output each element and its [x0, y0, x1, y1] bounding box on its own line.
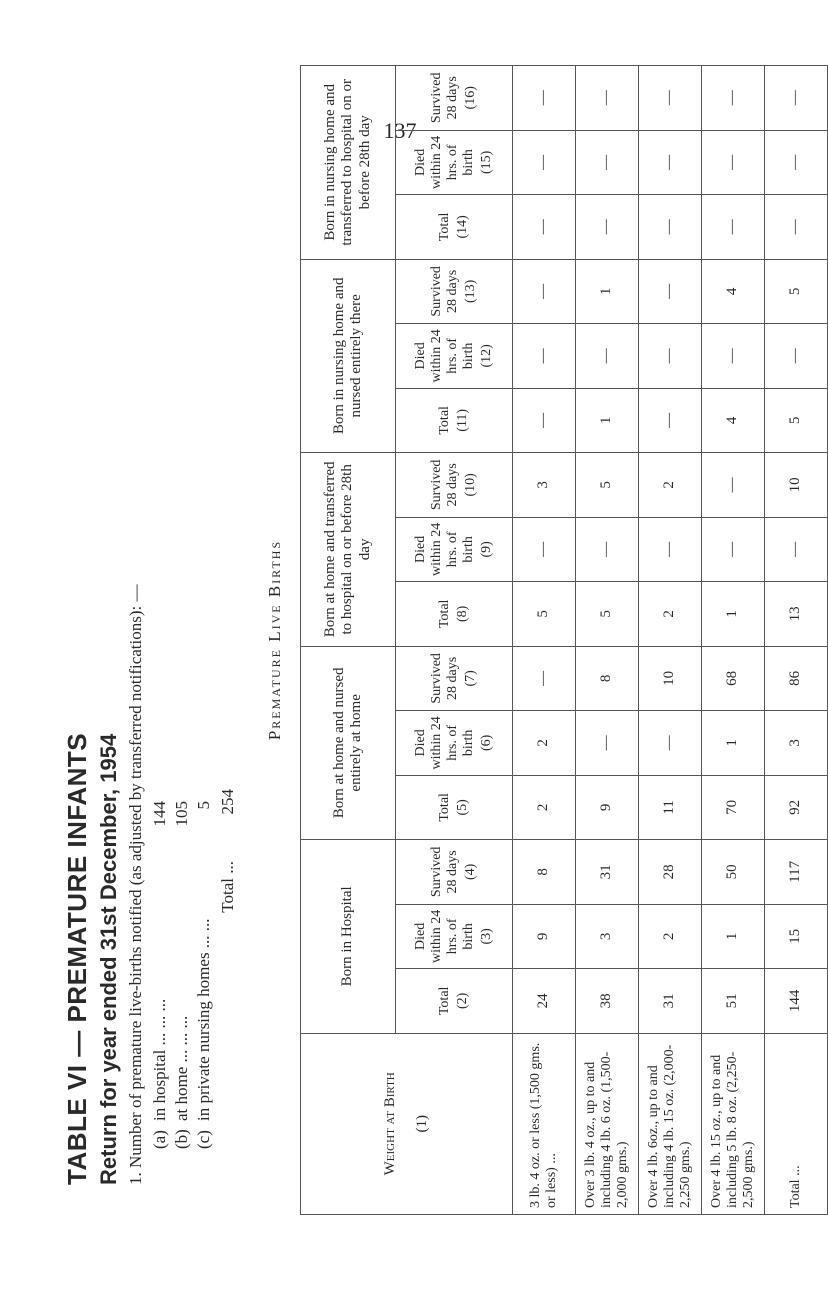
value-cell: — [639, 259, 702, 324]
value-cell: — [765, 517, 828, 582]
notification-nursing-home: (c)in private nursing homes ... ...5 [194, 801, 213, 1149]
value-cell: — [513, 195, 576, 260]
value-cell: 3 [576, 904, 639, 969]
value-cell: 24 [513, 969, 576, 1034]
value-cell: — [513, 130, 576, 195]
value-cell: — [576, 130, 639, 195]
value-cell: 1 [576, 388, 639, 453]
notification-hospital: (a)in hospital ... ... ...144 [150, 801, 169, 1149]
weight-header: Weight at Birth (1) [301, 1033, 513, 1214]
sub-header: Died within 24 hrs. of birth (15) [396, 130, 513, 195]
value-cell: 2 [639, 904, 702, 969]
sub-header: Total (11) [396, 388, 513, 453]
value-cell: 10 [765, 453, 828, 518]
value-cell: 117 [765, 840, 828, 905]
value-cell: 2 [513, 711, 576, 776]
group-born-at-home-nursed-home: Born at home and nursed entirely at home [301, 646, 396, 840]
sub-header: Total (14) [396, 195, 513, 260]
value-cell: — [702, 66, 765, 131]
sub-header: Total (8) [396, 582, 513, 647]
value-cell: — [702, 453, 765, 518]
sub-header: Survived 28 days (10) [396, 453, 513, 518]
value-cell: 5 [765, 388, 828, 453]
value-cell: 51 [702, 969, 765, 1034]
table-row [702, 66, 765, 1215]
value-cell: — [576, 195, 639, 260]
value-cell: — [702, 130, 765, 195]
value-cell: 70 [702, 775, 765, 840]
value-cell: — [702, 517, 765, 582]
table-row [513, 66, 576, 1215]
value-cell: 5 [765, 259, 828, 324]
group-nursing-home-transferred: Born in nursing home and transferred to hospital on or before 28th day [301, 66, 396, 260]
table-title: Premature Live Births [265, 539, 284, 741]
value-cell: — [702, 324, 765, 389]
value-cell: — [513, 388, 576, 453]
value-cell: — [765, 66, 828, 131]
value-cell: 144 [765, 969, 828, 1034]
group-nursing-home-nursed-there: Born in nursing home and nursed entirely there [301, 259, 396, 453]
value-cell: 13 [765, 582, 828, 647]
page-number: 137 [383, 118, 417, 143]
value-cell: 9 [576, 775, 639, 840]
table-row [576, 66, 639, 1215]
value-cell: 10 [639, 646, 702, 711]
value-cell: 92 [765, 775, 828, 840]
sub-header: Total (2) [396, 969, 513, 1034]
value-cell: — [765, 130, 828, 195]
value-cell: 50 [702, 840, 765, 905]
value-cell: 28 [639, 840, 702, 905]
weight-cell: 3 lb. 4 oz. or less (1,500 gms. or less) ... [513, 1033, 576, 1214]
value-cell: — [639, 517, 702, 582]
value-cell: — [702, 195, 765, 260]
value-cell: 8 [576, 646, 639, 711]
value-cell: 2 [513, 775, 576, 840]
sub-header: Survived 28 days (4) [396, 840, 513, 905]
rotated-page-content [0, 65, 804, 1215]
weight-cell: Over 4 lb. 6oz., up to and including 4 lb. 15 oz. (2,000-2,250 gms.) [639, 1033, 702, 1214]
value-cell: — [639, 66, 702, 131]
group-born-in-hospital: Born in Hospital [301, 840, 396, 1034]
value-cell: 86 [765, 646, 828, 711]
table-row [639, 66, 702, 1215]
value-cell: 4 [702, 388, 765, 453]
sub-header: Survived 28 days (13) [396, 259, 513, 324]
notification-home: (b)at home ... ... ...105 [172, 801, 191, 1149]
value-cell: — [639, 130, 702, 195]
sub-header: Died within 24 hrs. of birth (6) [396, 711, 513, 776]
value-cell: — [765, 324, 828, 389]
value-cell: — [576, 517, 639, 582]
sub-header: Survived 28 days (7) [396, 646, 513, 711]
value-cell: 4 [702, 259, 765, 324]
value-cell: 2 [639, 582, 702, 647]
sub-header: Total (5) [396, 775, 513, 840]
value-cell: 5 [513, 582, 576, 647]
value-cell: — [513, 517, 576, 582]
value-cell: 3 [765, 711, 828, 776]
value-cell: 2 [639, 453, 702, 518]
value-cell: 1 [702, 711, 765, 776]
value-cell: 1 [702, 582, 765, 647]
value-cell: 5 [576, 582, 639, 647]
sub-header: Died within 24 hrs. of birth (9) [396, 517, 513, 582]
weight-cell: Total ... [765, 1033, 828, 1214]
value-cell: 9 [513, 904, 576, 969]
sub-header: Died within 24 hrs. of birth (3) [396, 904, 513, 969]
table-heading: TABLE VI — PREMATURE INFANTS [62, 732, 92, 1185]
value-cell: — [576, 711, 639, 776]
value-cell: — [513, 259, 576, 324]
value-cell: 1 [576, 259, 639, 324]
value-cell: — [639, 195, 702, 260]
notification-total: Total ...254 [218, 789, 237, 913]
weight-cell: Over 4 lb. 15 oz., up to and including 5 lb. 8 oz. (2,250-2,500 gms.) [702, 1033, 765, 1214]
value-cell: 31 [639, 969, 702, 1034]
table-row [765, 66, 828, 1215]
value-cell: — [765, 195, 828, 260]
value-cell: — [639, 324, 702, 389]
value-cell: — [639, 388, 702, 453]
sub-header: Survived 28 days (16) [396, 66, 513, 131]
value-cell: 31 [576, 840, 639, 905]
weight-cell: Over 3 lb. 4 oz., up to and including 4 lb. 6 oz. (1,500-2,000 gms.) [576, 1033, 639, 1214]
premature-births-table [300, 65, 828, 1215]
value-cell: 5 [576, 453, 639, 518]
value-cell: 1 [702, 904, 765, 969]
value-cell: 68 [702, 646, 765, 711]
value-cell: 11 [639, 775, 702, 840]
value-cell: — [576, 66, 639, 131]
notification-intro: 1. Number of premature live-births notified (as adjusted by transferred notifications): — [126, 584, 145, 1185]
group-born-at-home-transferred: Born at home and transferred to hospital on or before 28th day [301, 453, 396, 647]
table-subheading: Return for year ended 31st December, 1954 [96, 733, 121, 1185]
sub-header: Died within 24 hrs. of birth (12) [396, 324, 513, 389]
value-cell: 8 [513, 840, 576, 905]
value-cell: 38 [576, 969, 639, 1034]
value-cell: 3 [513, 453, 576, 518]
value-cell: — [513, 324, 576, 389]
value-cell: — [576, 324, 639, 389]
value-cell: — [513, 646, 576, 711]
value-cell: — [639, 711, 702, 776]
value-cell: — [513, 66, 576, 131]
value-cell: 15 [765, 904, 828, 969]
